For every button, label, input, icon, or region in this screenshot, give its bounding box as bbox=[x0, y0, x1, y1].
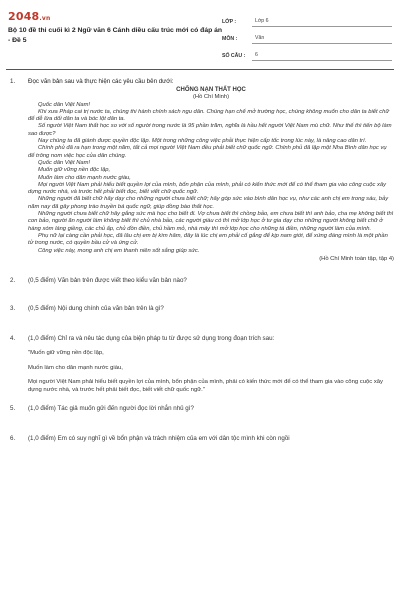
passage-title: CHỐNG NẠN THẤT HỌC bbox=[176, 87, 246, 93]
logo-suffix: .vn bbox=[39, 15, 51, 22]
passage-paragraph: Muốn làm cho dân mạnh nước giàu, bbox=[38, 174, 131, 181]
question-4 bbox=[6, 335, 394, 394]
logo-main: 2048 bbox=[8, 10, 40, 23]
meta-label-question-count: SỐ CÂU : bbox=[222, 53, 246, 59]
question-1 bbox=[6, 78, 394, 263]
excerpt-line: Muốn làm cho dân mạnh nước giàu, bbox=[28, 364, 123, 371]
question-text: (0,5 điểm) Văn bản trên được viết theo kiểu văn bản nào? bbox=[28, 277, 187, 285]
passage-paragraph: Những người chưa biết chữ hãy gắng sức mà học cho biết đi. Vợ chưa biết thì chồng bảo, em chưa biết thì anh bảo, cha mẹ không biết thì con bảo, người ăn người làm không biết thì chủ nhà bảo, các người giàu có thì mở lớp học ở tư gia dạy cho những người không biết chữ ở hàng xóm láng giềng, các chủ ấp, chủ đồn điền, chủ hầm mỏ, nhà máy thì mở lớp học cho những tá điền, những người làm của mình. bbox=[28, 211, 394, 232]
question-number: 6. bbox=[10, 434, 16, 442]
question-5 bbox=[6, 405, 394, 413]
meta-label-subject: MÔN : bbox=[222, 36, 238, 42]
meta-value-subject: Văn bbox=[252, 35, 392, 44]
question-number: 3. bbox=[10, 305, 16, 313]
passage-paragraph: Những người đã biết chữ hãy dạy cho những người chưa biết chữ; hãy góp sức vào bình dân học vụ, như các anh chị em trong sáu, bảy năm nay đã gây phong trào truyền bá quốc ngữ, giúp đồng bào thất học. bbox=[28, 196, 389, 210]
question-text: (0,5 điểm) Nội dung chính của văn bản trên là gì? bbox=[28, 305, 164, 313]
passage-paragraph: Số người Việt Nam thất học so với số người trong nước là 95 phần trăm, nghĩa là hầu hết người Việt Nam mù chữ. Như thế thì tiến bộ làm sao được? bbox=[28, 123, 392, 137]
question-number: 2. bbox=[10, 277, 16, 285]
page-header bbox=[0, 0, 400, 70]
passage-author: (Hồ Chí Minh) bbox=[192, 94, 230, 101]
exam-content bbox=[6, 78, 394, 443]
question-prompt: Đọc văn bản sau và thực hiện các yêu cầu bên dưới: bbox=[28, 78, 174, 85]
question-3 bbox=[6, 305, 394, 313]
meta-label-class: LỚP : bbox=[222, 19, 237, 25]
passage-paragraph: Nay chúng ta đã giành được quyền độc lập. Một trong những công việc phải thực hiện cấp tốc trong lúc này, là nâng cao dân trí. bbox=[38, 138, 367, 145]
question-number: 1. bbox=[10, 78, 16, 85]
passage-source: (Hồ Chí Minh toàn tập, tập 4) bbox=[319, 255, 394, 262]
question-number: 5. bbox=[10, 404, 16, 412]
passage-paragraph: Khi xưa Pháp cai trị nước ta, chúng thi hành chính sách ngu dân. Chúng hạn chế mở trường học, chúng không muốn cho dân ta biết chữ để dễ lừa dối dân ta và bóc lột dân ta. bbox=[28, 108, 390, 123]
question-text: (1,0 điểm) Tác giả muốn gửi đến người đọc lời nhắn nhủ gì? bbox=[28, 404, 194, 412]
document-title: Bộ 10 đề thi cuối kì 2 Ngữ văn 6 Cánh diều cấu trúc mới có đáp án - Đề 5 bbox=[8, 27, 223, 44]
question-excerpt bbox=[28, 350, 394, 394]
header-divider bbox=[6, 69, 394, 70]
meta-value-class: Lớp 6 bbox=[252, 18, 392, 27]
meta-row-question-count bbox=[222, 44, 392, 61]
exam-meta bbox=[222, 10, 392, 61]
question-6 bbox=[6, 435, 394, 443]
question-text: (1,0 điểm) Chỉ ra và nêu tác dụng của biện pháp tu từ được sử dụng trong đoạn trích sau: bbox=[28, 335, 275, 343]
passage-paragraph: Phụ nữ lại càng cần phải học, đã lâu chị em bị kìm hãm, đây là lúc chị em phải cố gắng để kịp nam giới, để xứng đáng mình là một phần tử trong nước, có quyền bầu cử và ứng cử. bbox=[28, 232, 388, 247]
passage-paragraph: Muốn giữ vững nền độc lập, bbox=[38, 167, 111, 174]
passage-paragraph: Quốc dân Việt Nam! bbox=[38, 159, 91, 166]
meta-value-question-count: 6 bbox=[252, 52, 392, 61]
meta-row-class bbox=[222, 10, 392, 27]
passage-paragraph: Công việc này, mong anh chị em thanh niên sốt sắng giúp sức. bbox=[38, 247, 200, 254]
passage-paragraph: Chính phủ đã ra hạn trong một năm, tất cả mọi người Việt Nam đều phải biết chữ quốc ngữ. Chính phủ đã lập một Nha Bình dân học vụ để trông nom việc học của dân chúng. bbox=[28, 145, 387, 159]
question-text: (1,0 điểm) Em có suy nghĩ gì về bổn phận và trách nhiệm của em với dân tộc mình khi còn ngồi bbox=[28, 434, 290, 442]
meta-row-subject bbox=[222, 27, 392, 44]
excerpt-line: Mọi người Việt Nam phải hiểu biết quyền lợi của mình, bổn phận của mình, phải có kiến thức mới để có thể tham gia vào công cuộc xây dựng nước nhà, và trước hết phải biết đọc, biết viết chữ quốc ngữ." bbox=[28, 379, 384, 393]
excerpt-line: "Muốn giữ vững nền độc lập, bbox=[28, 350, 104, 357]
question-2 bbox=[6, 277, 394, 285]
reading-passage bbox=[28, 87, 394, 263]
question-number: 4. bbox=[10, 335, 16, 343]
site-logo[interactable] bbox=[8, 10, 50, 23]
passage-paragraph: Mọi người Việt Nam phải hiểu biết quyền lợi của mình, bổn phận của mình, phải có kiến thức mới để có thể tham gia vào công cuộc xây dựng nước nhà, và trước hết phải biết đọc, biết viết chữ quốc ngữ. bbox=[28, 181, 387, 196]
passage-paragraph: Quốc dân Việt Nam! bbox=[38, 101, 91, 108]
